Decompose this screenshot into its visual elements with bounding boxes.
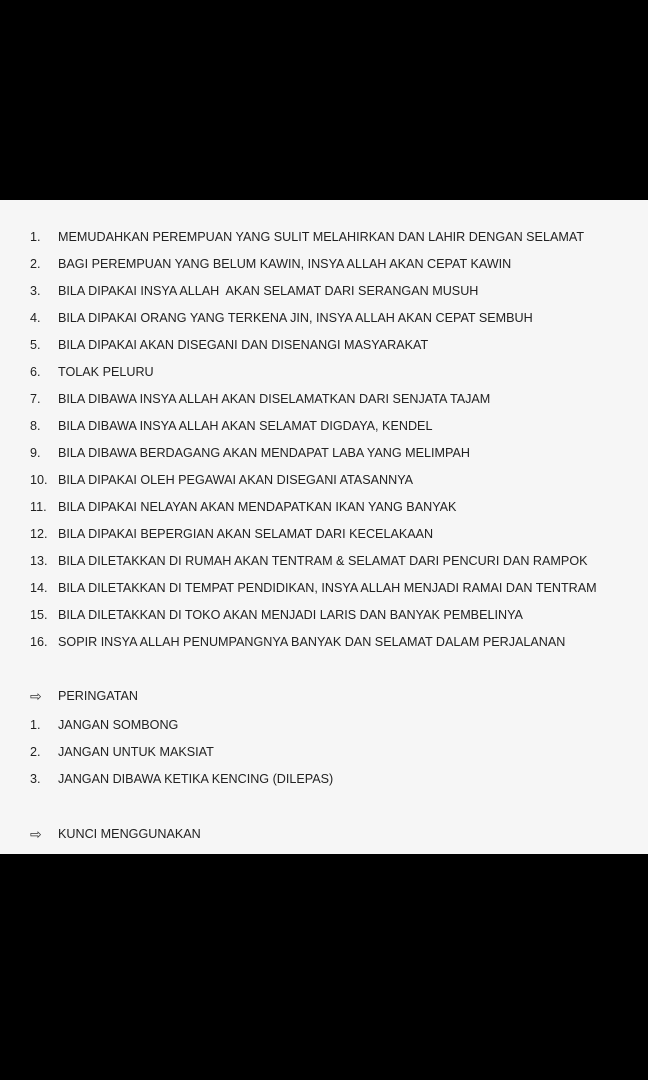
item-text: BILA DIPAKAI AKAN DISEGANI DAN DISENANGI MASYARAKAT <box>58 338 429 352</box>
item-text: BILA DIPAKAI NELAYAN AKAN MENDAPATKAN IKAN YANG BANYAK <box>58 500 457 514</box>
item-text: BILA DIPAKAI BEPERGIAN AKAN SELAMAT DARI KECELAKAAN <box>58 527 434 541</box>
item-number: 4. <box>30 311 41 325</box>
arrow-right-icon: ⇨ <box>30 826 42 842</box>
top-black-bar <box>0 0 648 200</box>
item-number: 1. <box>30 230 41 244</box>
item-text: BILA DIBAWA INSYA ALLAH AKAN SELAMAT DIGDAYA, KENDEL <box>58 419 433 433</box>
item-number: 3. <box>30 284 41 298</box>
item-number: 6. <box>30 365 41 379</box>
item-number: 3. <box>30 772 41 786</box>
item-text: BILA DILETAKKAN DI TEMPAT PENDIDIKAN, INSYA ALLAH MENJADI RAMAI DAN TENTRAM <box>58 581 597 595</box>
item-text: BAGI PEREMPUAN YANG BELUM KAWIN, INSYA ALLAH AKAN CEPAT KAWIN <box>58 257 512 271</box>
bottom-black-bar <box>0 854 648 1080</box>
item-text: JANGAN UNTUK MAKSIAT <box>58 745 214 759</box>
item-number: 9. <box>30 446 41 460</box>
item-text: JANGAN DIBAWA KETIKA KENCING (DILEPAS) <box>58 772 334 786</box>
item-text: BILA DIPAKAI ORANG YANG TERKENA JIN, INSYA ALLAH AKAN CEPAT SEMBUH <box>58 311 533 325</box>
warning-title: PERINGATAN <box>58 689 139 703</box>
item-number: 1. <box>30 718 41 732</box>
item-number: 8. <box>30 419 41 433</box>
item-text: BILA DIPAKAI INSYA ALLAH AKAN SELAMAT DARI SERANGAN MUSUH <box>58 284 479 298</box>
item-number: 15. <box>30 608 48 622</box>
item-text: TOLAK PELURU <box>58 365 154 379</box>
item-number: 7. <box>30 392 41 406</box>
item-text: BILA DIPAKAI OLEH PEGAWAI AKAN DISEGANI ATASANNYA <box>58 473 414 487</box>
item-text: BILA DIBAWA INSYA ALLAH AKAN DISELAMATKAN DARI SENJATA TAJAM <box>58 392 491 406</box>
document-page <box>0 200 648 854</box>
item-number: 13. <box>30 554 48 568</box>
item-text: BILA DIBAWA BERDAGANG AKAN MENDAPAT LABA YANG MELIMPAH <box>58 446 470 460</box>
key-title: KUNCI MENGGUNAKAN <box>58 827 201 841</box>
item-text: MEMUDAHKAN PEREMPUAN YANG SULIT MELAHIRKAN DAN LAHIR DENGAN SELAMAT <box>58 230 585 244</box>
item-number: 10. <box>30 473 48 487</box>
item-number: 2. <box>30 745 41 759</box>
item-text: SOPIR INSYA ALLAH PENUMPANGNYA BANYAK DAN SELAMAT DALAM PERJALANAN <box>58 635 566 649</box>
item-number: 5. <box>30 338 41 352</box>
item-number: 2. <box>30 257 41 271</box>
item-text: JANGAN SOMBONG <box>58 718 179 732</box>
item-number: 16. <box>30 635 48 649</box>
item-number: 11. <box>30 500 47 514</box>
item-text: BILA DILETAKKAN DI TOKO AKAN MENJADI LARIS DAN BANYAK PEMBELINYA <box>58 608 523 622</box>
item-number: 14. <box>30 581 48 595</box>
item-text: BILA DILETAKKAN DI RUMAH AKAN TENTRAM & SELAMAT DARI PENCURI DAN RAMPOK <box>58 554 588 568</box>
arrow-right-icon: ⇨ <box>30 688 42 704</box>
item-number: 12. <box>30 527 48 541</box>
